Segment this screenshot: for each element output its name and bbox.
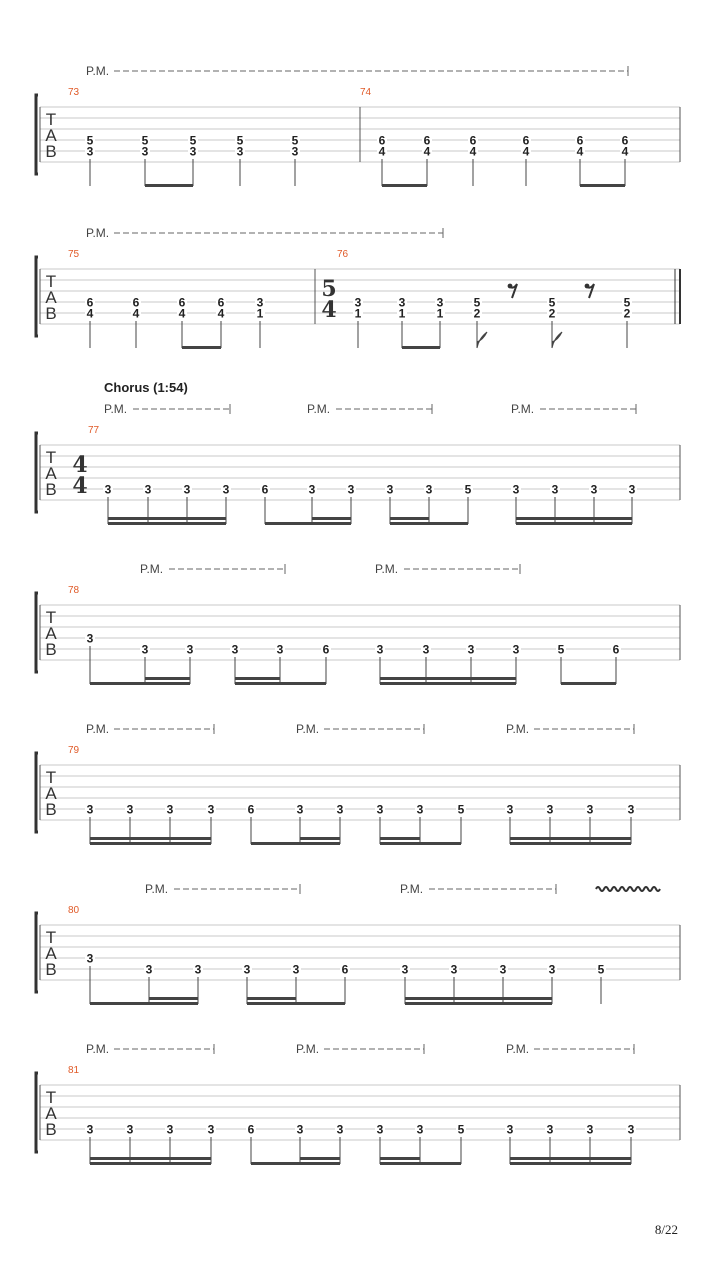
fret-number: 3 — [512, 642, 520, 657]
fret-number: 4 — [423, 144, 431, 159]
fret-number: 6 — [178, 295, 186, 310]
fret-number: 3 — [126, 1122, 134, 1137]
fret-number: 1 — [354, 306, 362, 321]
system-bracket — [36, 257, 38, 336]
fret-number: 6 — [86, 295, 94, 310]
note-flag — [477, 332, 487, 348]
fret-number: 3 — [231, 642, 239, 657]
beam — [380, 842, 420, 845]
tab-clef-letter: T — [45, 448, 57, 467]
fret-number: 3 — [189, 144, 197, 159]
palm-mute-label: P.M. — [506, 722, 530, 736]
fret-number: 3 — [207, 802, 215, 817]
fret-number: 5 — [557, 642, 565, 657]
tab-staff-6 — [36, 884, 680, 1005]
fret-number: 3 — [141, 642, 149, 657]
fret-number: 3 — [506, 802, 514, 817]
fret-number: 3 — [86, 631, 94, 646]
fret-number: 3 — [222, 482, 230, 497]
tab-clef-letter: A — [45, 624, 57, 643]
palm-mute-label: P.M. — [506, 1042, 530, 1056]
eighth-rest-dot — [508, 284, 513, 289]
fret-number: 3 — [291, 144, 299, 159]
measure-number: 75 — [68, 249, 80, 260]
tab-clef-letter: B — [45, 800, 57, 819]
page-number: 8/22 — [654, 1222, 678, 1237]
beam — [149, 1002, 198, 1005]
fret-number: 1 — [256, 306, 264, 321]
fret-number: 4 — [522, 144, 530, 159]
palm-mute-label: P.M. — [296, 1042, 320, 1056]
beam — [510, 1162, 631, 1165]
beam — [405, 1002, 552, 1005]
tab-staff-4 — [36, 564, 680, 685]
palm-mute-label: P.M. — [307, 402, 331, 416]
fret-number: 4 — [621, 144, 629, 159]
fret-number: 3 — [627, 1122, 635, 1137]
fret-number: 3 — [186, 642, 194, 657]
fret-number: 5 — [548, 295, 556, 310]
fret-number: 3 — [347, 482, 355, 497]
fret-number: 3 — [194, 962, 202, 977]
tab-clef-letter: T — [45, 110, 57, 129]
measure-number: 76 — [337, 249, 349, 260]
beam — [90, 842, 211, 845]
fret-number: 5 — [291, 133, 299, 148]
fret-number: 3 — [145, 962, 153, 977]
system-bracket — [36, 433, 38, 512]
fret-number: 4 — [469, 144, 477, 159]
palm-mute-label: P.M. — [86, 1042, 110, 1056]
fret-number: 1 — [398, 306, 406, 321]
fret-number: 3 — [86, 951, 94, 966]
time-signature-top: 5 — [321, 276, 337, 302]
fret-number: 3 — [467, 642, 475, 657]
fret-number: 3 — [296, 802, 304, 817]
fret-number: 6 — [247, 802, 255, 817]
tab-clef-letter: B — [45, 640, 57, 659]
fret-number: 5 — [597, 962, 605, 977]
palm-mute-label: P.M. — [86, 226, 110, 240]
measure-number: 73 — [68, 87, 80, 98]
measure-number: 74 — [360, 87, 372, 98]
tab-clef-letter: B — [45, 960, 57, 979]
fret-number: 3 — [546, 802, 554, 817]
tab-staff-5 — [36, 724, 680, 845]
tab-clef-letter: B — [45, 142, 57, 161]
fret-number: 5 — [464, 482, 472, 497]
fret-number: 3 — [401, 962, 409, 977]
tab-clef-letter: A — [45, 464, 57, 483]
fret-number: 6 — [247, 1122, 255, 1137]
beam — [235, 682, 280, 685]
fret-number: 4 — [86, 306, 94, 321]
palm-mute-label: P.M. — [511, 402, 535, 416]
fret-number: 3 — [141, 144, 149, 159]
fret-number: 4 — [132, 306, 140, 321]
beam-secondary — [235, 677, 280, 680]
system-bracket — [36, 753, 38, 832]
fret-number: 3 — [236, 144, 244, 159]
fret-number: 3 — [308, 482, 316, 497]
fret-number: 6 — [378, 133, 386, 148]
beam — [145, 682, 190, 685]
system-bracket — [36, 913, 38, 992]
fret-number: 4 — [178, 306, 186, 321]
fret-number: 3 — [416, 802, 424, 817]
fret-number: 6 — [322, 642, 330, 657]
fret-number: 3 — [276, 642, 284, 657]
beam-secondary — [405, 997, 552, 1000]
fret-number: 3 — [551, 482, 559, 497]
palm-mute-label: P.M. — [400, 882, 424, 896]
tab-clef-letter: T — [45, 608, 57, 627]
beam-secondary — [380, 1157, 420, 1160]
beam — [312, 522, 351, 525]
tab-clef-letter: T — [45, 928, 57, 947]
fret-number: 5 — [623, 295, 631, 310]
fret-number: 1 — [436, 306, 444, 321]
tab-clef-letter: A — [45, 784, 57, 803]
fret-number: 3 — [386, 482, 394, 497]
beam-secondary — [149, 997, 198, 1000]
fret-number: 6 — [132, 295, 140, 310]
section-label: Chorus (1:54) — [104, 380, 188, 395]
palm-mute-label: P.M. — [86, 64, 110, 78]
measure-number: 79 — [68, 745, 80, 756]
fret-number: 3 — [512, 482, 520, 497]
fret-number: 3 — [256, 295, 264, 310]
beam — [145, 184, 193, 187]
fret-number: 4 — [217, 306, 225, 321]
fret-number: 3 — [126, 802, 134, 817]
measure-number: 77 — [88, 425, 100, 436]
fret-number: 3 — [586, 802, 594, 817]
beam — [580, 184, 625, 187]
fret-number: 3 — [628, 482, 636, 497]
time-signature-bottom: 4 — [321, 297, 337, 323]
beam-secondary — [516, 517, 632, 520]
tab-clef-letter: B — [45, 480, 57, 499]
fret-number: 3 — [436, 295, 444, 310]
fret-number: 3 — [586, 1122, 594, 1137]
tab-clef-letter: T — [45, 272, 57, 291]
beam-secondary — [390, 517, 429, 520]
beam — [380, 1162, 420, 1165]
tab-clef-letter: A — [45, 126, 57, 145]
tab-clef-letter: B — [45, 1120, 57, 1139]
beam-secondary — [510, 1157, 631, 1160]
fret-number: 6 — [576, 133, 584, 148]
measure-number: 80 — [68, 905, 80, 916]
fret-number: 3 — [296, 1122, 304, 1137]
fret-number: 3 — [336, 1122, 344, 1137]
beam-secondary — [145, 677, 190, 680]
beam — [247, 1002, 296, 1005]
fret-number: 3 — [590, 482, 598, 497]
fret-number: 3 — [450, 962, 458, 977]
tab-staff-1 — [36, 66, 680, 187]
fret-number: 6 — [621, 133, 629, 148]
beam — [510, 842, 631, 845]
beam — [90, 1162, 211, 1165]
fret-number: 6 — [261, 482, 269, 497]
fret-number: 3 — [86, 802, 94, 817]
fret-number: 6 — [423, 133, 431, 148]
beam-secondary — [380, 677, 516, 680]
beam-secondary — [380, 837, 420, 840]
fret-number: 3 — [499, 962, 507, 977]
fret-number: 5 — [236, 133, 244, 148]
tab-staff-3 — [36, 404, 680, 525]
fret-number: 3 — [398, 295, 406, 310]
beam — [300, 1162, 340, 1165]
fret-number: 3 — [546, 1122, 554, 1137]
tab-clef-letter: A — [45, 1104, 57, 1123]
fret-number: 6 — [341, 962, 349, 977]
beam — [182, 346, 221, 349]
palm-mute-label: P.M. — [145, 882, 169, 896]
fret-number: 3 — [207, 1122, 215, 1137]
fret-number: 3 — [376, 1122, 384, 1137]
beam — [390, 522, 429, 525]
fret-number: 3 — [354, 295, 362, 310]
tab-clef-letter: A — [45, 944, 57, 963]
measure-number: 78 — [68, 585, 80, 596]
fret-number: 3 — [336, 802, 344, 817]
fret-number: 3 — [627, 802, 635, 817]
fret-number: 3 — [425, 482, 433, 497]
beam — [300, 842, 340, 845]
fret-number: 3 — [416, 1122, 424, 1137]
fret-number: 3 — [376, 802, 384, 817]
fret-number: 3 — [86, 1122, 94, 1137]
beam — [108, 522, 226, 525]
fret-number: 5 — [457, 1122, 465, 1137]
system-bracket — [36, 593, 38, 672]
fret-number: 3 — [506, 1122, 514, 1137]
fret-number: 5 — [473, 295, 481, 310]
fret-number: 3 — [166, 802, 174, 817]
fret-number: 3 — [104, 482, 112, 497]
fret-number: 3 — [292, 962, 300, 977]
fret-number: 5 — [141, 133, 149, 148]
fret-number: 3 — [86, 144, 94, 159]
fret-number: 2 — [548, 306, 556, 321]
fret-number: 2 — [473, 306, 481, 321]
palm-mute-label: P.M. — [375, 562, 399, 576]
time-signature-top: 4 — [72, 452, 88, 478]
eighth-rest-dot — [585, 284, 590, 289]
note-flag — [552, 332, 562, 348]
fret-number: 5 — [86, 133, 94, 148]
tab-staff-2 — [36, 228, 680, 349]
beam — [380, 682, 516, 685]
fret-number: 5 — [189, 133, 197, 148]
fret-number: 3 — [144, 482, 152, 497]
fret-number: 3 — [548, 962, 556, 977]
tab-staff-7 — [36, 1044, 680, 1165]
beam-secondary — [108, 517, 226, 520]
tab-clef-letter: T — [45, 1088, 57, 1107]
palm-mute-label: P.M. — [104, 402, 128, 416]
palm-mute-label: P.M. — [140, 562, 164, 576]
palm-mute-label: P.M. — [86, 722, 110, 736]
beam-secondary — [90, 1157, 211, 1160]
beam — [516, 522, 632, 525]
fret-number: 3 — [166, 1122, 174, 1137]
beam — [561, 682, 616, 685]
system-bracket — [36, 1073, 38, 1152]
fret-number: 6 — [522, 133, 530, 148]
vibrato-mark — [596, 887, 660, 891]
fret-number: 3 — [422, 642, 430, 657]
tab-clef-letter: T — [45, 768, 57, 787]
tab-clef-letter: A — [45, 288, 57, 307]
beam-secondary — [247, 997, 296, 1000]
tab-clef-letter: B — [45, 304, 57, 323]
fret-number: 3 — [243, 962, 251, 977]
time-signature-bottom: 4 — [72, 473, 88, 499]
palm-mute-label: P.M. — [296, 722, 320, 736]
beam — [402, 346, 440, 349]
fret-number: 3 — [376, 642, 384, 657]
fret-number: 2 — [623, 306, 631, 321]
fret-number: 6 — [217, 295, 225, 310]
fret-number: 6 — [469, 133, 477, 148]
beam-secondary — [312, 517, 351, 520]
beam-secondary — [510, 837, 631, 840]
beam-secondary — [300, 1157, 340, 1160]
system-bracket — [36, 95, 38, 174]
fret-number: 4 — [576, 144, 584, 159]
beam — [382, 184, 427, 187]
beam-secondary — [90, 837, 211, 840]
fret-number: 5 — [457, 802, 465, 817]
beam-secondary — [300, 837, 340, 840]
fret-number: 6 — [612, 642, 620, 657]
fret-number: 4 — [378, 144, 386, 159]
fret-number: 3 — [183, 482, 191, 497]
measure-number: 81 — [68, 1065, 80, 1076]
